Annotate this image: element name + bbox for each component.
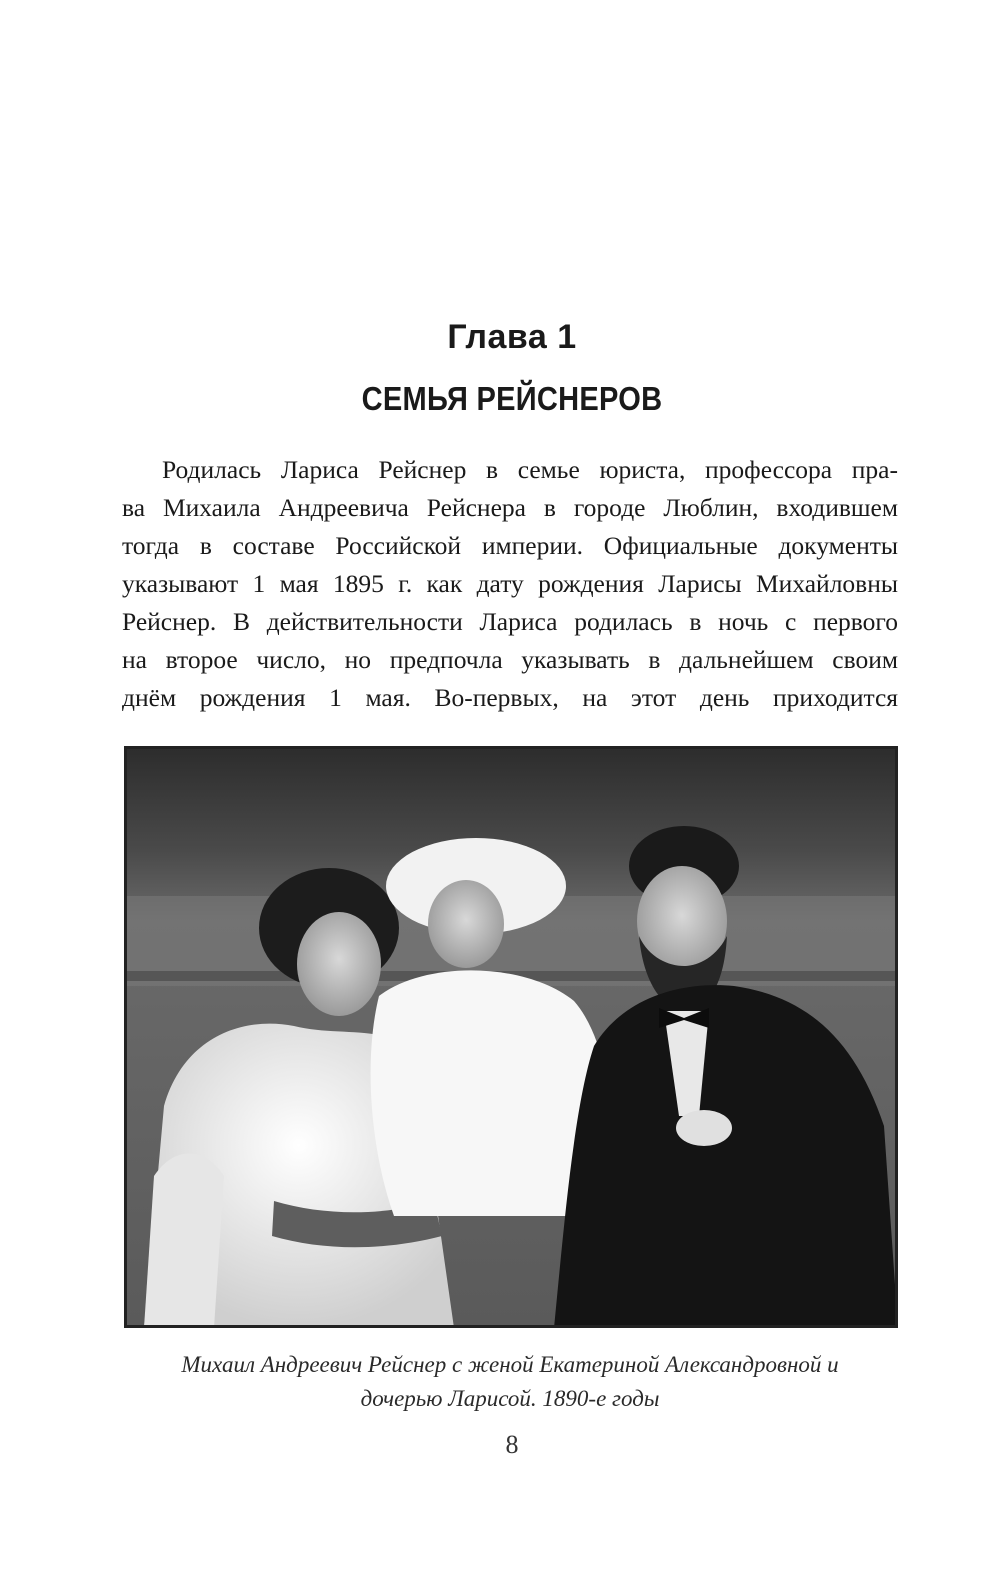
body-line: тогда в составе Российской империи. Официальные документы [122,531,898,560]
photo-caption [122,1348,898,1416]
woman-arm [144,1154,224,1329]
woman-face [297,912,381,1016]
child-face [428,880,504,968]
caption-line: Михаил Андреевич Рейснер с женой Екатериной Александровной и [181,1352,839,1377]
body-line: Рейснер. В действительности Лариса родилась в ночь с первого [122,607,898,636]
page-number: 8 [505,1430,519,1459]
body-line: днём рождения 1 мая. Во-первых, на этот день приходится [122,683,898,712]
body-line: на второе число, но предпочла указывать в дальнейшем своим [122,645,898,674]
chapter-title: СЕМЬЯ РЕЙСНЕРОВ [361,380,663,417]
body-line: Родилась Лариса Рейснер в семье юриста, профессора пра- [162,455,898,484]
man-cuff [676,1110,732,1146]
chapter-label: Глава 1 [447,318,577,356]
body-line: ва Михаила Андреевича Рейснера в городе Люблин, входившем [122,493,898,522]
family-portrait-photo [124,746,898,1328]
body-line: указывают 1 мая 1895 г. как дату рождения Ларисы Михайловны [122,569,898,598]
caption-line: дочерью Ларисой. 1890-е годы [360,1386,660,1411]
body-paragraph [122,451,898,717]
